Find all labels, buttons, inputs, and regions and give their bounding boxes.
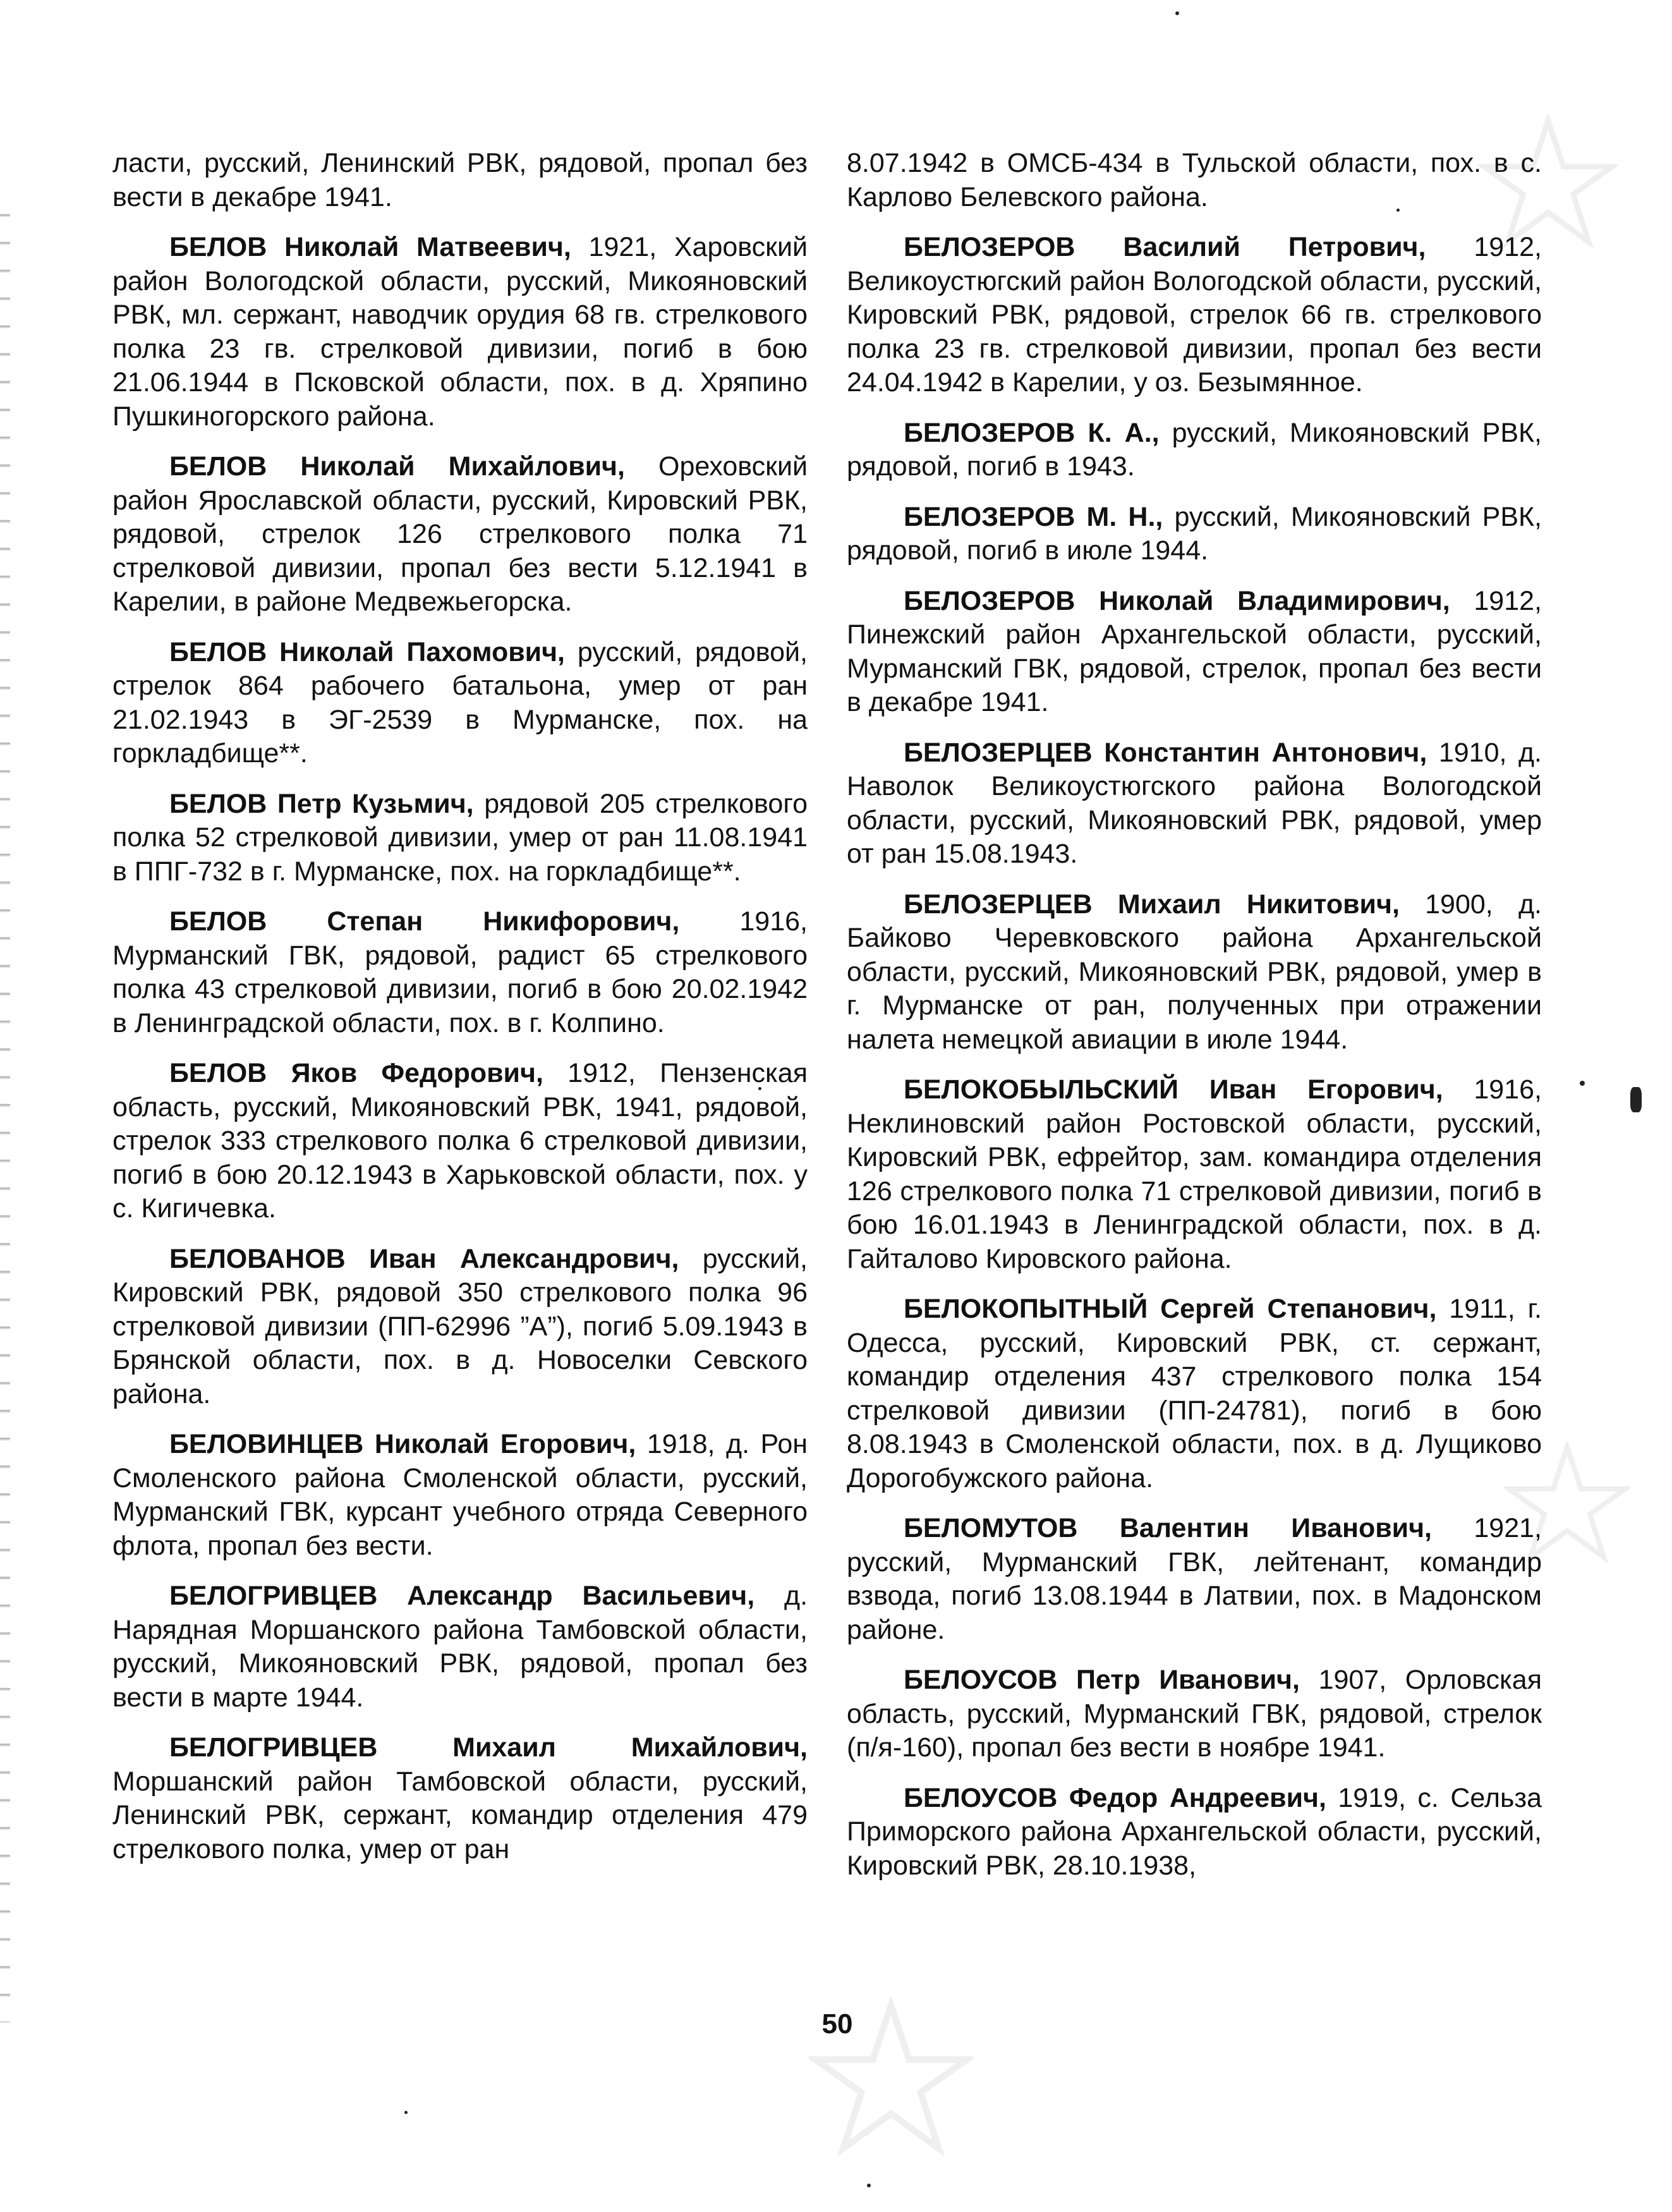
entry-given-name: Николай Егорович, — [374, 1429, 636, 1459]
entry-given-name: Николай Матвеевич, — [284, 232, 571, 262]
entry-surname: БЕЛОВ — [169, 636, 267, 667]
entry-text: 8.07.1942 в ОМСБ-434 в Тульской области, пох. в с. Карлово Белевского района. — [847, 148, 1542, 212]
entry-given-name: Николай Михайлович, — [300, 451, 625, 482]
entry-surname: БЕЛОЗЕРОВ — [904, 585, 1075, 616]
entry-surname: БЕЛОУСОВ — [904, 1782, 1058, 1813]
entry — [112, 636, 808, 771]
entry-surname: БЕЛОВ — [169, 906, 267, 937]
entry-text: 1916, Неклиновский район Ростовской области, русский, Кировский РВК, ефрейтор, зам. командира отделения 126 стрелкового полка 71 стрелковой дивизии, погиб в бою 16.01.1943 в Ленинградской области, пох. в д. Гайталово Кировского района. — [847, 1074, 1542, 1274]
entry — [112, 1243, 808, 1412]
entry — [847, 736, 1542, 872]
entry-given-name: Сергей Степанович, — [1160, 1294, 1437, 1324]
entry-surname: БЕЛОВАНОВ — [169, 1243, 346, 1274]
scan-speck — [1175, 11, 1179, 15]
entry-continuation — [847, 147, 1542, 214]
entry-given-name: Михаил Михайлович, — [452, 1732, 808, 1763]
entry-surname: БЕЛОГРИВЦЕВ — [169, 1581, 378, 1611]
entry — [847, 1663, 1542, 1765]
entry-given-name: Петр Иванович, — [1076, 1665, 1300, 1695]
entry — [847, 1782, 1542, 1883]
page-number: 50 — [821, 2008, 853, 2039]
entry-surname: БЕЛОЗЕРЦЕВ — [904, 889, 1093, 920]
entry-text: 1921, русский, Мурманский ГВК, лейтенант, командир взвода, погиб 13.08.1944 в Латвии, пох. в Мадонском районе. — [847, 1513, 1542, 1645]
entry — [847, 585, 1542, 720]
entry-text: 1911, г. Одесса, русский, Кировский РВК, ст. сержант, командир отделения 437 стрелкового полка 154 стрелковой дивизии (ПП-24781), погиб в бою 8.08.1943 в Смоленской области, пох. в д. Лущиково Дорогобужского района. — [847, 1294, 1542, 1493]
entry-surname: БЕЛОВ — [169, 1058, 267, 1088]
entry-text: русский, Микояновский РВК, рядовой, погиб в июле 1944. — [847, 501, 1542, 566]
entry-surname: БЕЛОЗЕРЦЕВ — [904, 737, 1093, 768]
entry — [847, 1073, 1542, 1276]
entry-given-name: Василий Петрович, — [1123, 232, 1426, 262]
entry-given-name: Иван Александрович, — [368, 1243, 679, 1274]
entry-surname: БЕЛОВ — [169, 232, 267, 262]
entry-given-name: Степан Никифорович, — [327, 906, 680, 937]
entry-text: 1910, д. Наволок Великоустюгского района Вологодской области, русский, Микояновский РВК, рядовой, умер от ран 15.08.1943. — [847, 737, 1542, 869]
entry-given-name: Федор Андреевич, — [1069, 1782, 1326, 1813]
entry — [847, 416, 1542, 484]
entry-given-name: Константин Антонович, — [1104, 737, 1427, 768]
entry-surname: БЕЛОВ — [169, 451, 267, 482]
entry-surname: БЕЛОЗЕРОВ — [904, 417, 1075, 448]
entry-given-name: Николай Владимирович, — [1099, 585, 1450, 616]
scan-edge-noise — [0, 190, 10, 2022]
scan-speck — [867, 2184, 871, 2187]
entry — [112, 905, 808, 1040]
entry-text: 1912, Пинежский район Архангельской области, русский, Мурманский ГВК, рядовой, стрелок, пропал без вести в декабре 1941. — [847, 585, 1542, 717]
entry — [112, 1057, 808, 1226]
entry-given-name: Николай Пахомович, — [279, 636, 565, 667]
entry — [112, 231, 808, 434]
entry-text: 1918, д. Рон Смоленского района Смоленской области, русский, Мурманский ГВК, курсант учебного отряда Северного флота, пропал без вести. — [112, 1429, 808, 1561]
entry-text: Ореховский район Ярославской области, русский, Кировский РВК, рядовой, стрелок 126 стрелкового полка 71 стрелковой дивизии, пропал без вести 5.12.1941 в Карелии, в районе Медвежьегорска. — [112, 451, 808, 617]
entry-text: русский, рядовой, стрелок 864 рабочего батальона, умер от ран 21.02.1943 в ЭГ-2539 в Мурманске, пох. на горкладбище**. — [112, 636, 808, 769]
entry-text: 1907, Орловская область, русский, Мурманский ГВК, рядовой, стрелок (п/я-160), пропал без вести в ноябре 1941. — [847, 1665, 1542, 1763]
entry-given-name: Александр Васильевич, — [407, 1581, 755, 1611]
entry-text: 1916, Мурманский ГВК, рядовой, радист 65 стрелкового полка 43 стрелковой дивизии, погиб в бою 20.02.1942 в Ленинградской области, пох. в г. Колпино. — [112, 906, 808, 1038]
entry-given-name: Яков Федорович, — [291, 1058, 543, 1088]
entry-surname: БЕЛОЗЕРОВ — [904, 232, 1075, 262]
entry-surname: БЕЛОКОПЫТНЫЙ — [904, 1294, 1148, 1324]
entry-continuation — [112, 147, 808, 214]
entry-text: ласти, русский, Ленинский РВК, рядовой, пропал без вести в декабре 1941. — [112, 148, 808, 212]
entry — [847, 1512, 1542, 1647]
entry-text: Моршанский район Тамбовской области, русский, Ленинский РВК, сержант, командир отделения 479 стрелкового полка, умер от ран — [112, 1766, 808, 1864]
entry — [112, 1428, 808, 1563]
entry-surname: БЕЛОЗЕРОВ — [904, 501, 1075, 532]
entry-given-name: Петр Кузьмич, — [277, 788, 474, 819]
scan-speck — [1580, 1081, 1585, 1086]
entry-given-name: Валентин Иванович, — [1119, 1513, 1432, 1543]
entry-surname: БЕЛОГРИВЦЕВ — [169, 1732, 378, 1763]
entry — [847, 888, 1542, 1057]
entry-surname: БЕЛОВ — [169, 788, 267, 819]
entry-given-name: Михаил Никитович, — [1117, 889, 1400, 920]
entry-surname: БЕЛОМУТОВ — [904, 1513, 1078, 1543]
entry-surname: БЕЛОУСОВ — [904, 1665, 1058, 1695]
right-column — [847, 147, 1542, 1899]
left-column — [112, 147, 808, 1883]
entry-text: 1912, Пензенская область, русский, Микояновский РВК, 1941, рядовой, стрелок 333 стрелкового полка 6 стрелковой дивизии, погиб в бою 20.12.1943 в Харьковской области, пох. у с. Кигичевка. — [112, 1058, 808, 1224]
entry-surname: БЕЛОВИНЦЕВ — [169, 1429, 364, 1459]
entry — [112, 1731, 808, 1866]
scan-speck — [404, 2111, 408, 2114]
entry-given-name: М. Н., — [1086, 501, 1163, 532]
entry-text: русский, Кировский РВК, рядовой 350 стрелкового полка 96 стрелковой дивизии (ПП-62996 ”А”), погиб 5.09.1943 в Брянской области, пох. в д. Новоселки Севского района. — [112, 1243, 808, 1409]
scan-speck — [1630, 1087, 1642, 1112]
entry — [112, 787, 808, 889]
entry-surname: БЕЛОКОБЫЛЬСКИЙ — [904, 1074, 1179, 1105]
entry-given-name: Иван Егорович, — [1209, 1074, 1443, 1105]
entry — [847, 501, 1542, 568]
entry-text: 1912, Великоустюгский район Вологодской области, русский, Кировский РВК, рядовой, стрелок 66 гв. стрелкового полка 23 гв. стрелковой дивизии, пропал без вести 24.04.1942 в Карелии, у оз. Безымянное. — [847, 232, 1542, 398]
entry-text: рядовой 205 стрелкового полка 52 стрелковой дивизии, умер от ран 11.08.1941 в ППГ-732 в г. Мурманске, пох. на горкладбище**. — [112, 788, 808, 887]
entry — [112, 450, 808, 619]
entry-text: 1900, д. Байково Черевковского района Архангельской области, русский, Микояновский РВК, рядовой, умер в г. Мурманске от ран, полученных при отражении налета немецкой авиации в июле 1944. — [847, 889, 1542, 1055]
entry — [847, 231, 1542, 400]
entry-text: д. Нарядная Моршанского района Тамбовской области, русский, Микояновский РВК, рядовой, пропал без вести в марте 1944. — [112, 1581, 808, 1713]
entry-text: 1919, с. Сельза Приморского района Архангельской области, русский, Кировский РВК, 28.10.1938, — [847, 1782, 1542, 1881]
entry — [112, 1579, 808, 1715]
entry-text: 1921, Харовский район Вологодской области, русский, Микояновский РВК, мл. сержант, наводчик орудия 68 гв. стрелкового полка 23 гв. стрелковой дивизии, погиб в бою 21.06.1944 в Псковской области, пох. в д. Хряпино Пушкиногорского района. — [112, 232, 808, 432]
entry-text: русский, Микояновский РВК, рядовой, погиб в 1943. — [847, 417, 1542, 482]
entry-given-name: К. А., — [1087, 417, 1160, 448]
entry — [847, 1292, 1542, 1495]
